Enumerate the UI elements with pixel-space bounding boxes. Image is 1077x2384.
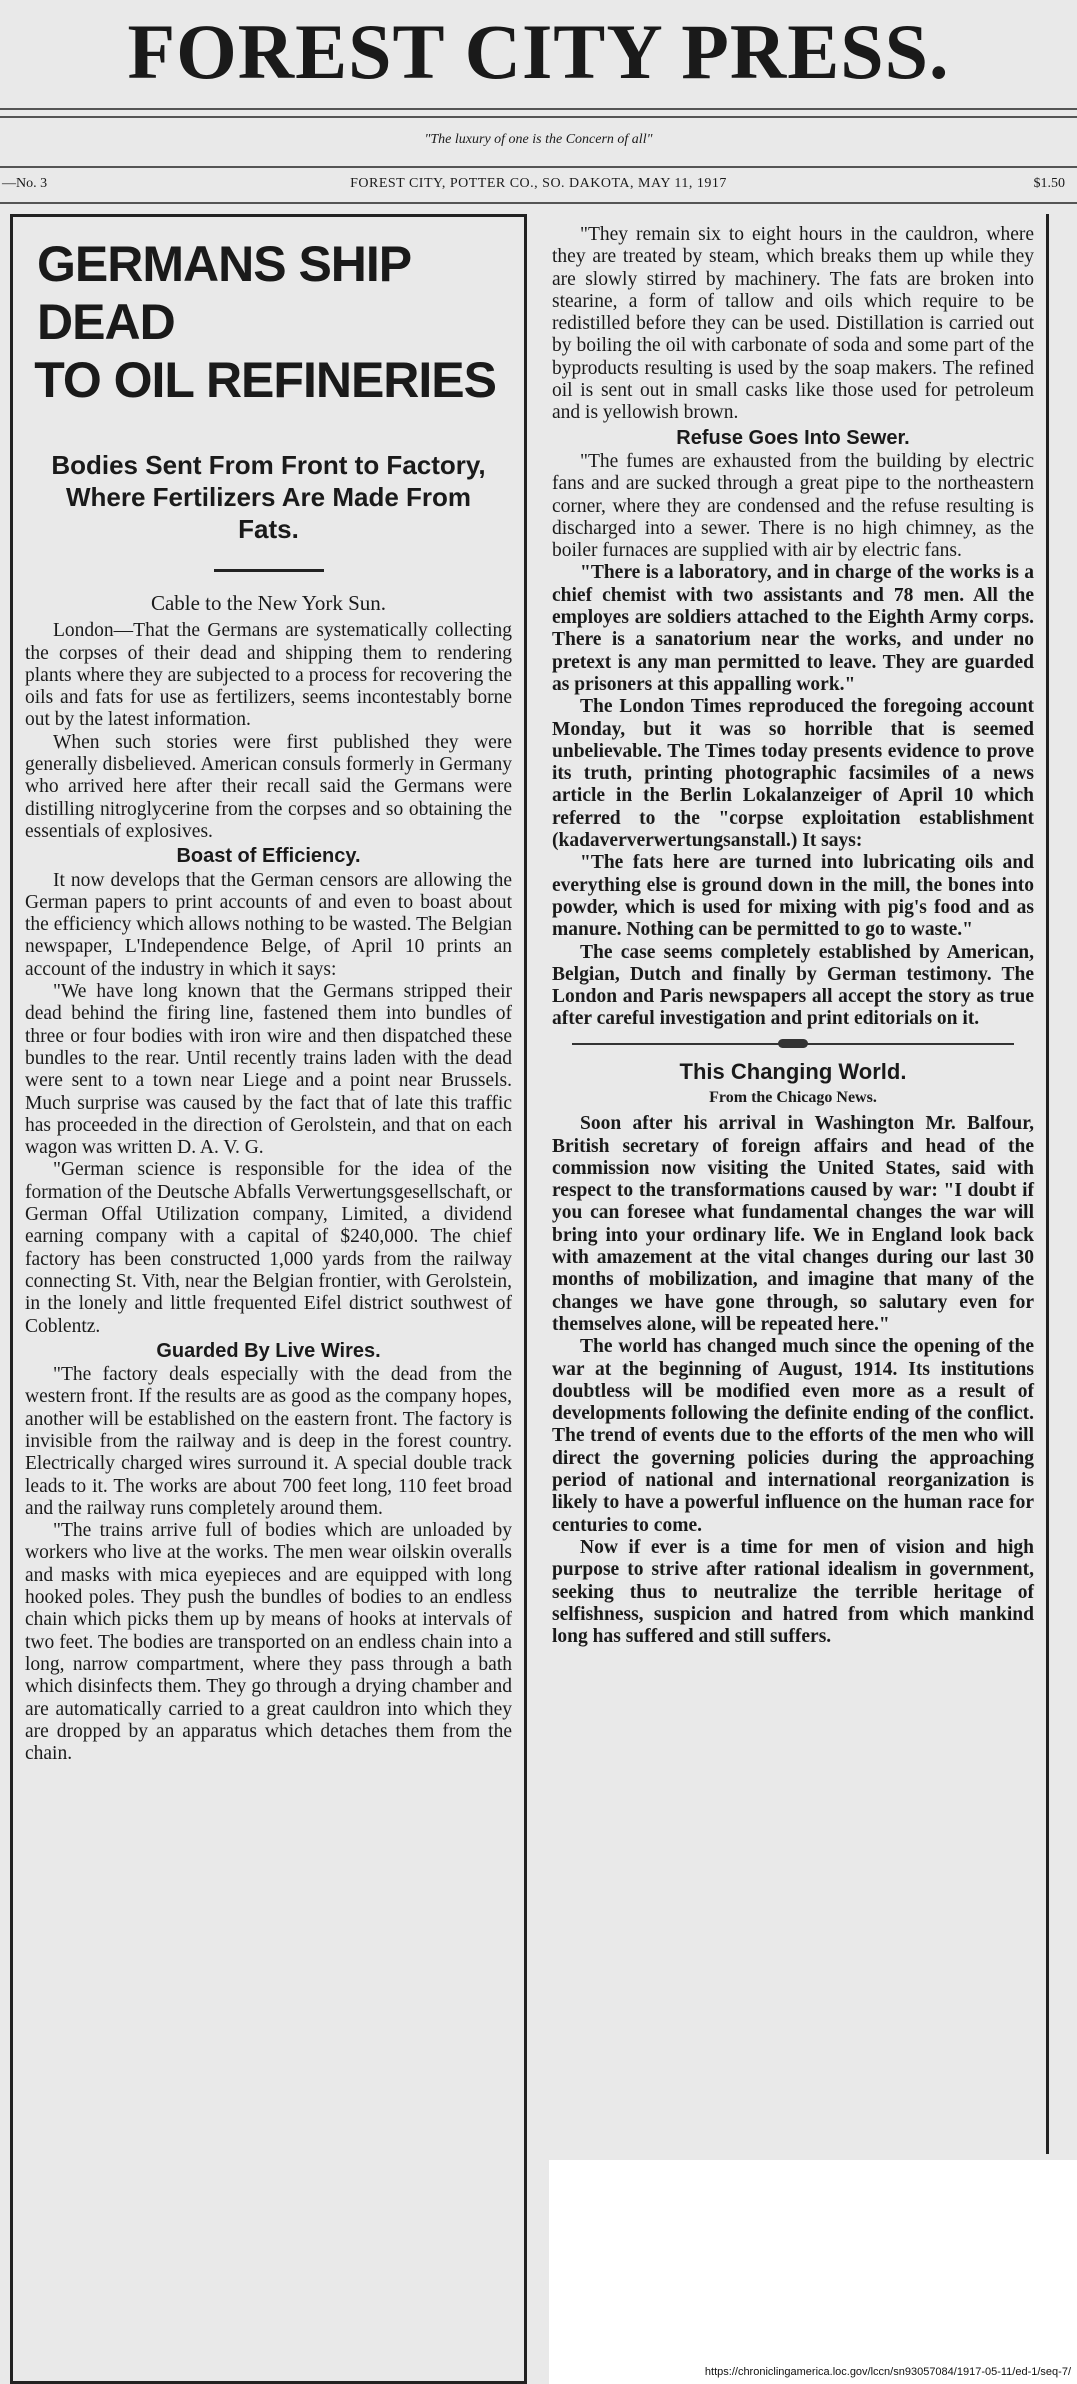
subheading: Boast of Efficiency. <box>176 845 361 868</box>
paragraph: It now develops that the German censors are allowing the German papers to print accounts of and even to boast about the efficiency which allows nothing to be wasted. The Belgian newspaper, L'Independence Belge, of April 10 prints an account of the industry in which it says: <box>25 869 512 980</box>
article-source: From the Chicago News. <box>709 1088 877 1106</box>
column-2 <box>542 214 1049 2154</box>
masthead-rule-bottom <box>0 116 1077 118</box>
paragraph: "They remain six to eight hours in the cauldron, where they are treated by steam, which breaks them up while they are slowly stirred by machinery. The fats are broken into stearine, a form of tallow and oils which require to be redistilled before they can be used. Distillation is carried out by boiling the oil with carbonate of soda and some part of the byproducts resulting is used by the soap makers. The refined oil is sent out in small casks like those used for petroleum and is yellowish brown. <box>552 224 1034 424</box>
paragraph: London—That the Germans are systematically collecting the corpses of their dead and shipping them to rendering plants where they are subjected to a process for recovering the oils and fats for use as fertilizers, seems incontestably borne out by the latest information. <box>25 620 512 731</box>
issue-number: —No. 3 <box>2 176 48 191</box>
dateline: FOREST CITY, POTTER CO., SO. DAKOTA, MAY 11, 1917 <box>350 176 727 191</box>
masthead-title: FOREST CITY PRESS. <box>127 8 950 95</box>
paragraph: The world has changed much since the opening of the war at the beginning of August, 1914. Its institutions doubtless will be modified even more as a result of developments following the definite ending of the conflict. The trend of events due to the efforts of the men who will direct the governing policies during the approaching period of national and international reorganization is likely to have a powerful influence on the human race for centuries to come. <box>552 1336 1034 1536</box>
paragraph: The London Times reproduced the foregoing account Monday, but it was so horrible that is seemed unbelievable. The Times today presents evidence to prove its truth, printing photographic facsimiles of a news article in the Berlin Lokalanzeiger of April 10 which referred to the "corpse exploitation establishment (kadaververwertungsanstall.) It says: <box>552 696 1034 852</box>
paragraph: Now if ever is a time for men of vision and high purpose to strive after rational idealism in government, seeking thus to neutralize the terrible heritage of selfishness, suspicion and hatred from which mankind long has suffered and still suffers. <box>552 1536 1034 1648</box>
headline-line-2: TO OIL REFINERIES <box>34 352 496 408</box>
dateline-bar <box>0 176 1077 198</box>
deck-rule <box>214 569 324 572</box>
paragraph: "The trains arrive full of bodies which are unloaded by workers who live at the works. The men wear oilskin overalls and masks with mica eyepieces and are equipped with long hooked poles. They push the bundles of bodies to an endless chain which picks them up by means of hooks at intervals of two feet. The bodies are transported on an endless chain into a long, narrow compartment, where they pass through a bath which disinfects them. They go through a drying chamber and are automatically carried to a great cauldron into which they are dropped by an apparatus which detaches them from the chain. <box>25 1520 512 1765</box>
paragraph: "The fats here are turned into lubricating oils and everything else is ground down in the mill, the bones into powder, which is used for mixing with pig's food and as manure. Nothing can be permitted to go to waste." <box>552 852 1034 941</box>
price: $1.50 <box>1033 176 1065 191</box>
column-1 <box>10 214 527 2384</box>
subheading: Guarded By Live Wires. <box>156 1339 381 1362</box>
paragraph: "There is a laboratory, and in charge of the works is a chief chemist with two assistants and 78 men. All the employes are soldiers attached to the Eighth Army corps. There is a sanatorium near the works, and under no pretext is any man permitted to leave. They are guarded as prisoners at this appalling work." <box>552 562 1034 695</box>
motto: "The luxury of one is the Concern of all" <box>424 132 653 147</box>
byline: Cable to the New York Sun. <box>150 591 387 615</box>
paragraph: When such stories were first published they were generally disbelieved. American consuls formerly in Germany who arrived here after their recall said the Germans were distilling nitroglycerine from the corpses and so obtaining the essentials of explosives. <box>25 731 512 842</box>
paragraph: "We have long known that the Germans stripped their dead behind the firing line, fastened them into bundles of three or four bodies with iron wire and then dispatched these bundles to the rear. Until recently trains laden with the dead were sent to a town near Liege and a point near Brussels. Much surprise was caused by the fact that of late this traffic has proceeded in the direction of Gerolstein, and that on each wagon was written D. A. V. G. <box>25 981 512 1159</box>
paragraph: "The factory deals especially with the dead from the western front. If the results are as good as the company hopes, another will be established on the eastern front. The factory is invisible from the railway and is deep in the forest country. Electrically charged wires surround it. A special double track leads to it. The works are about 700 feet long, 110 feet broad and the railway runs completely around them. <box>25 1364 512 1519</box>
headline-line-1: GERMANS SHIP DEAD <box>37 236 411 350</box>
subheading: Refuse Goes Into Sewer. <box>676 426 910 449</box>
source-url-link[interactable]: https://chroniclingamerica.loc.gov/lccn/sn93057084/1917-05-11/ed-1/seq-7/ <box>704 2366 1071 2378</box>
article-deck: Bodies Sent From Front to Factory, Where Fertilizers Are Made From Fats. <box>51 450 486 544</box>
article-headline-2: This Changing World. <box>679 1058 907 1084</box>
paragraph: "The fumes are exhausted from the building by electric fans and are sucked through a great pipe to the northeastern corner, where they are condensed and the refuse resulting is discharged into a sewer. There is no high chimney, as the boiler furnaces are supplied with air by electric fans. <box>552 450 1034 562</box>
dateline-rule-bottom <box>0 202 1077 204</box>
paragraph: "German science is responsible for the idea of the formation of the Deutsche Abfalls Verwertungsgesellschaft, or German Offal Utilization company, Limited, a dividend earning company with a capital of $240,000. The chief factory has been constructed 1,000 yards from the railway connecting St. Vith, near the Belgian frontier, with Gerolstein, in the lonely and little frequented Eifel district southwest of Coblentz. <box>25 1159 512 1337</box>
blank-margin <box>549 2160 1077 2384</box>
article-headline <box>25 235 512 409</box>
paragraph: Soon after his arrival in Washington Mr. Balfour, British secretary of foreign affairs and head of the commission now visiting the United States, said with respect to the transformations caused by war: "I doubt if you can foresee what fundamental changes the war will bring into your ordinary life. We in England look back with amazement at the vital changes during our last 30 months of mobilization, and imagine that many of the changes we have gone through, so salutary even for themselves alone, will be repeated here." <box>552 1113 1034 1335</box>
dateline-rule-top <box>0 166 1077 168</box>
article-divider <box>572 1037 1014 1051</box>
paragraph: The case seems completely established by American, Belgian, Dutch and finally by German testimony. The London and Paris newspapers all accept the story as true after careful investigation and print editorials on it. <box>552 941 1034 1030</box>
masthead-rule-top <box>0 108 1077 110</box>
